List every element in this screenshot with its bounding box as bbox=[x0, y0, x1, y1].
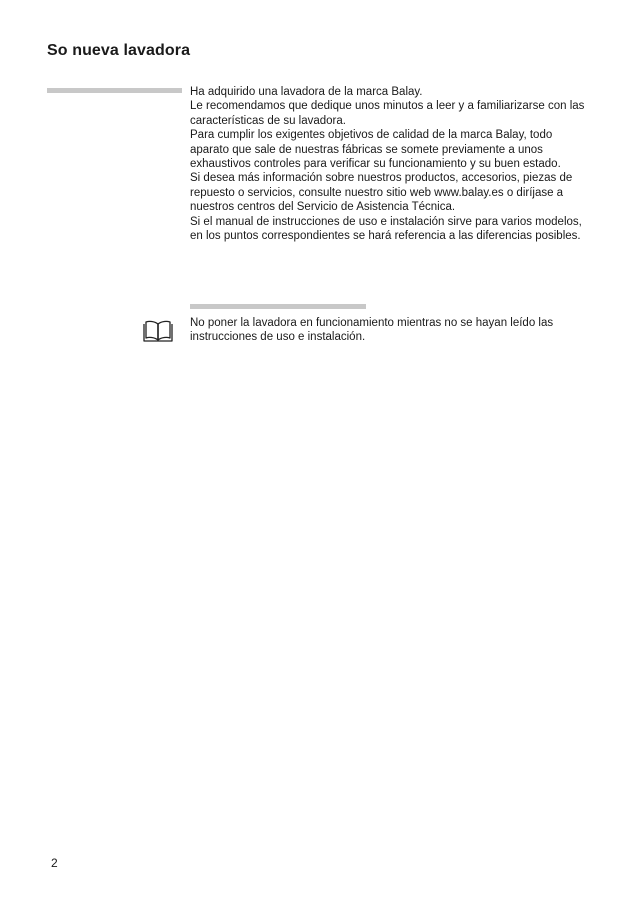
paragraph: Ha adquirido una lavadora de la marca Balay. bbox=[190, 86, 423, 98]
section-divider bbox=[47, 88, 182, 93]
page-number: 2 bbox=[51, 856, 58, 870]
paragraph: Le recomendamos que dedique unos minutos a leer y a familiarizarse con las características de su lavadora. bbox=[190, 100, 585, 127]
intro-text bbox=[190, 85, 590, 243]
paragraph: Si el manual de instrucciones de uso e instalación sirve para varios modelos, en los puntos correspondientes se hará referencia a las diferencias posibles. bbox=[190, 215, 582, 243]
note-text: No poner la lavadora en funcionamiento mientras no se hayan leído las instrucciones de uso e instalación. bbox=[190, 317, 554, 344]
paragraph: Si desea más información sobre nuestros productos, accesorios, piezas de repuesto o servicios, consulte nuestro sitio web www.balay.es o diríjase a nuestros centros del Servicio de Asistencia Técnica. bbox=[190, 172, 573, 214]
note-divider bbox=[190, 304, 366, 309]
book-icon bbox=[143, 319, 173, 343]
paragraph: Para cumplir los exigentes objetivos de calidad de la marca Balay, todo aparato que sale de nuestras fábricas se somete previamente a unos exhaustivos controles para verificar su funcionamiento y su buen estado. bbox=[190, 129, 561, 171]
page-title: So nueva lavadora bbox=[47, 42, 191, 59]
